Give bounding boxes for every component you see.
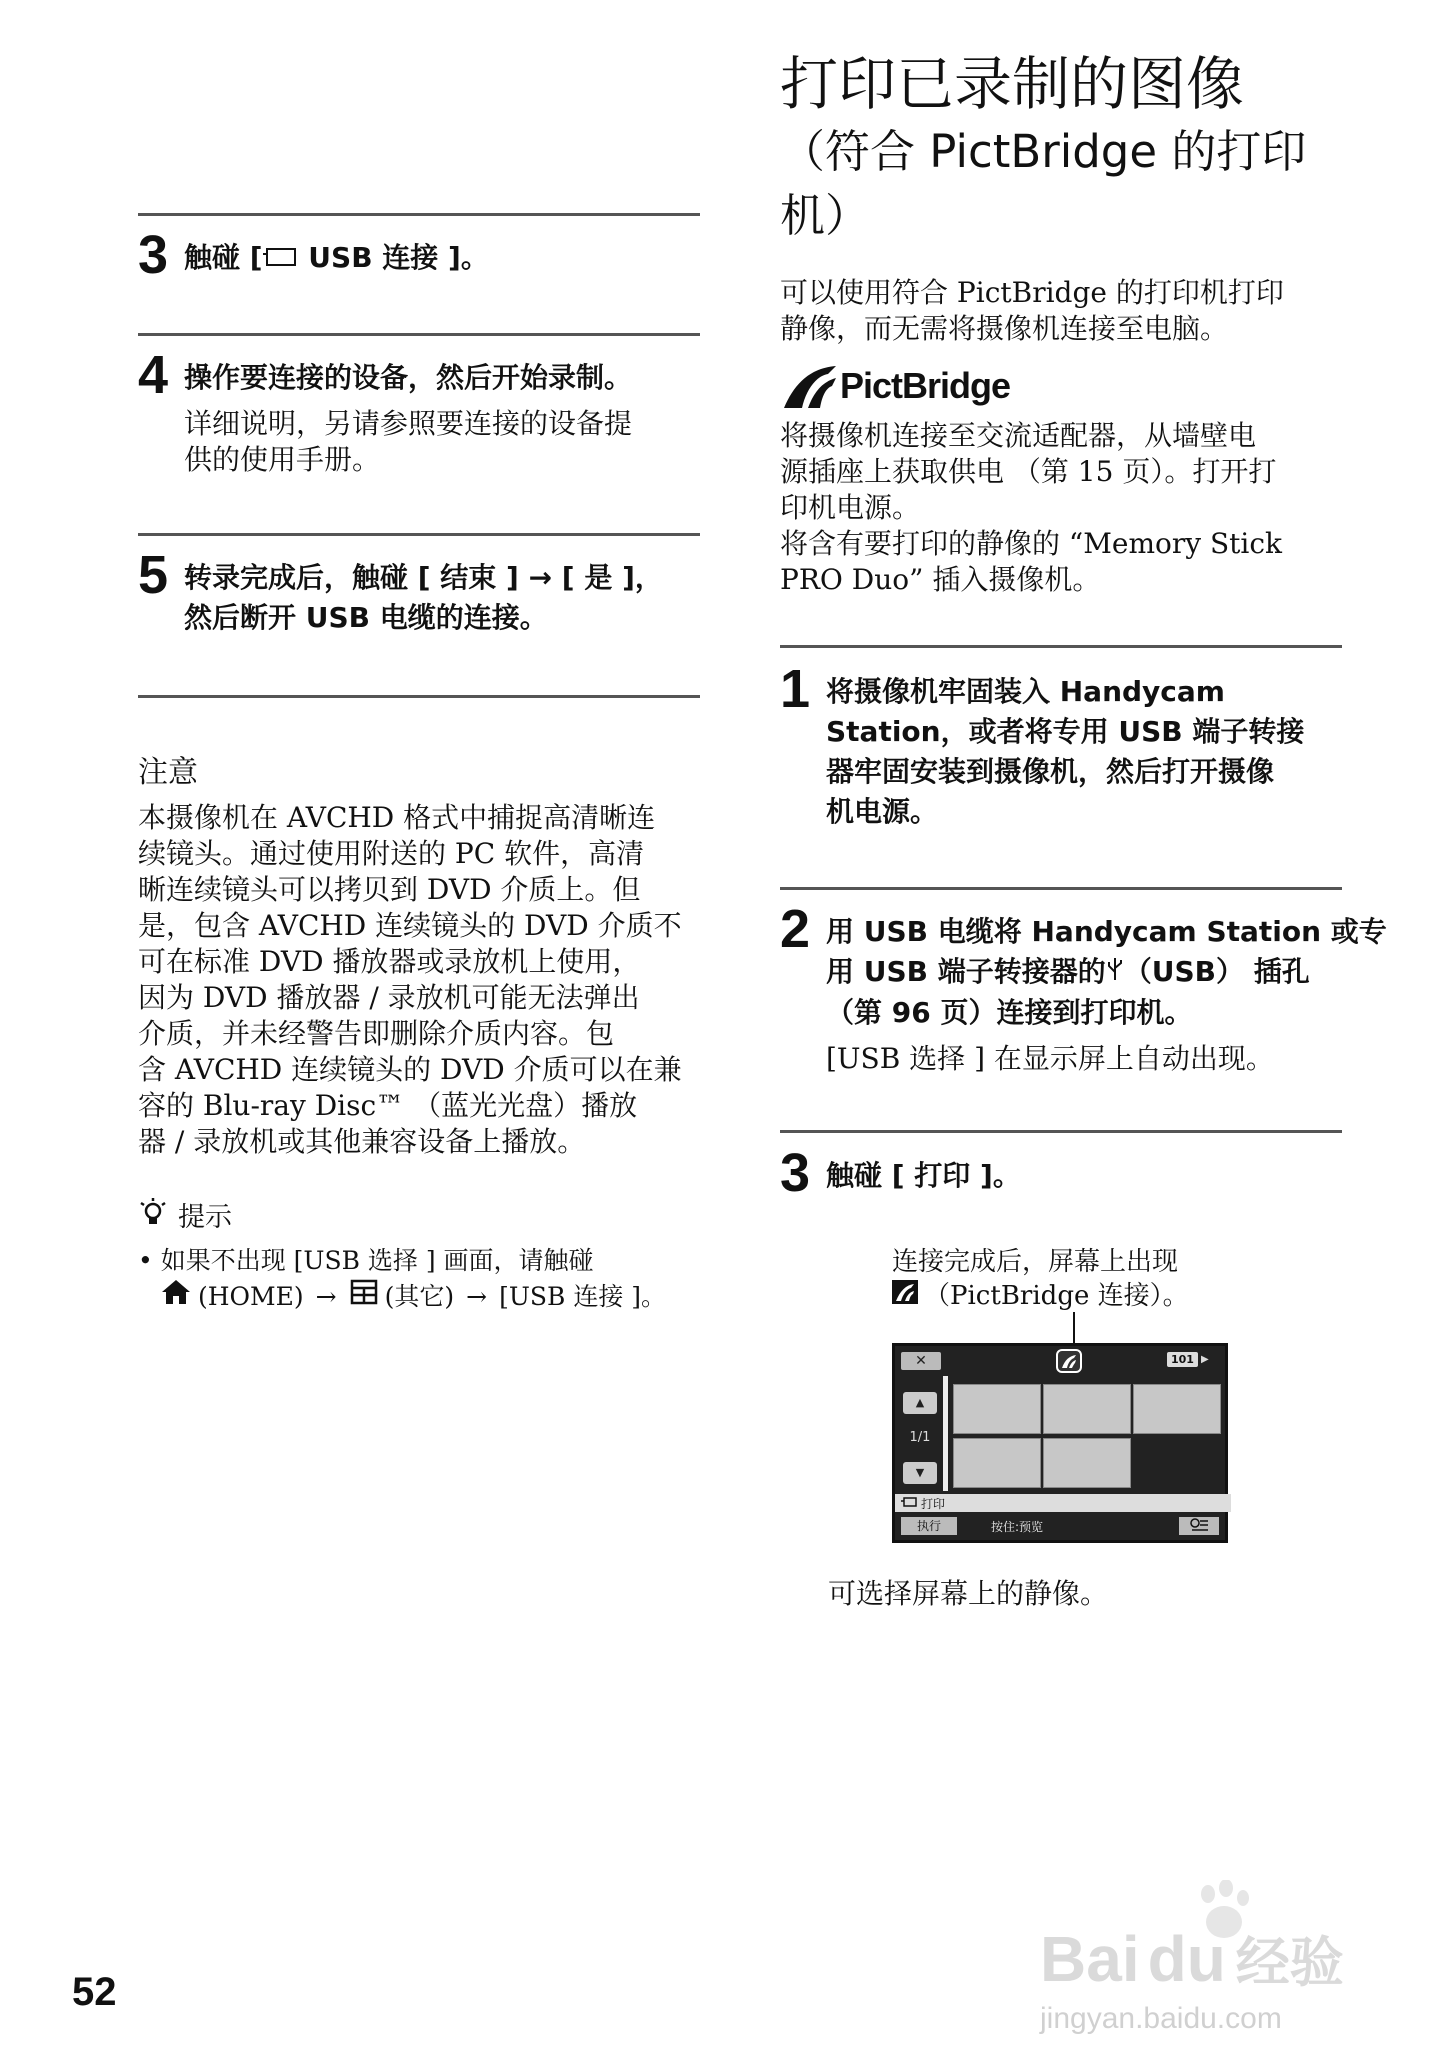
- option-icon: [1188, 1517, 1210, 1533]
- watermark-text: Bai: [1040, 1923, 1140, 1995]
- step-number: 3: [138, 225, 169, 285]
- tips-heading: 提示: [178, 1202, 232, 1233]
- divider: [138, 213, 700, 216]
- arrow: →: [466, 1281, 488, 1311]
- watermark-url: jingyan.baidu.com: [1040, 2002, 1282, 2035]
- scrollbar[interactable]: [943, 1376, 948, 1491]
- step-text-2: USB 连接 ]。: [298, 241, 489, 274]
- notes-line: 晰连续镜头可以拷贝到 DVD 介质上。但: [138, 873, 641, 906]
- intro-line: 可以使用符合 PictBridge 的打印机打印: [780, 276, 1284, 309]
- divider: [138, 695, 700, 698]
- pictbridge-logo: [780, 362, 1010, 410]
- notes-line: 器 / 录放机或其他兼容设备上播放。: [138, 1125, 586, 1158]
- divider: [780, 1130, 1342, 1133]
- step-subtext: 详细说明，另请参照要连接的设备提: [184, 407, 633, 440]
- home-icon: [160, 1278, 192, 1315]
- watermark-text: du: [1147, 1923, 1226, 1995]
- notes-line: 是，包含 AVCHD 连续镜头的 DVD 介质不: [138, 909, 682, 942]
- print-label: 打印: [921, 1496, 946, 1511]
- paragraph-line: 将摄像机连接至交流适配器，从墙壁电: [780, 419, 1257, 452]
- step-text: 将摄像机牢固装入 Handycam: [826, 675, 1225, 708]
- right-step-1: [780, 659, 1380, 832]
- intro-text: [780, 275, 1380, 347]
- tips-other: (其它): [384, 1281, 455, 1311]
- thumbnail[interactable]: [953, 1384, 1041, 1434]
- scroll-down-button[interactable]: ▼: [903, 1462, 937, 1484]
- step-number: 1: [780, 659, 811, 719]
- step-text: 用 USB 端子转接器的: [826, 955, 1106, 988]
- notes-line: 本摄像机在 AVCHD 格式中捕捉高清晰连: [138, 801, 656, 834]
- step-text: 用 USB 电缆将 Handycam Station 或专: [826, 915, 1387, 948]
- scroll-up-button[interactable]: ▲: [903, 1392, 937, 1414]
- step-text: （USB） 插孔: [1123, 955, 1310, 988]
- callout: [892, 1245, 1189, 1313]
- pictbridge-mark-icon: [780, 362, 840, 410]
- step-text: 机电源。: [826, 795, 939, 828]
- notes-line: 因为 DVD 播放器 / 录放机可能无法弹出: [138, 981, 640, 1014]
- divider: [780, 887, 1342, 890]
- close-button[interactable]: ✕: [901, 1352, 941, 1370]
- notes-body: [138, 800, 738, 1160]
- step-subtext: [USB 选择 ] 在显示屏上自动出现。: [826, 1042, 1274, 1075]
- divider: [138, 333, 700, 336]
- step-number: 3: [780, 1143, 811, 1203]
- left-step-5: [138, 545, 738, 638]
- step-number: 5: [138, 545, 169, 605]
- other-menu-icon: [349, 1278, 379, 1315]
- hint-text: 按住:预览: [991, 1520, 1044, 1534]
- left-step-3: [138, 225, 738, 285]
- screen-caption: 可选择屏幕上的静像。: [828, 1577, 1109, 1610]
- tips-usb-conn: [USB 连接 ]。: [499, 1281, 667, 1311]
- options-button[interactable]: [1179, 1517, 1219, 1535]
- notes-line: 可在标准 DVD 播放器或录放机上使用，: [138, 945, 641, 978]
- logo-paragraph: [780, 418, 1400, 598]
- title-line: （符合 PictBridge 的打印: [780, 125, 1307, 178]
- notes-line: 含 AVCHD 连续镜头的 DVD 介质可以在兼: [138, 1053, 682, 1086]
- step-text: 触碰 [ 打印 ]。: [826, 1159, 1021, 1192]
- print-rect-icon: [263, 239, 299, 279]
- notes-heading: 注意: [138, 755, 198, 790]
- step-text: （第 96 页）连接到打印机。: [826, 996, 1193, 1029]
- step-text: 转录完成后，触碰 [ 结束 ] → [ 是 ]，: [184, 561, 663, 594]
- right-step-2: [780, 899, 1400, 1077]
- divider: [138, 533, 700, 536]
- lcd-screen: [892, 1343, 1228, 1543]
- step-text: 触碰 [: [184, 241, 263, 274]
- paragraph-line: 印机电源。: [780, 491, 921, 524]
- paragraph-line: PRO Duo” 插入摄像机。: [780, 563, 1101, 596]
- folder-icon: 101: [1167, 1352, 1198, 1367]
- intro-line: 静像，而无需将摄像机连接至电脑。: [780, 312, 1229, 345]
- notes-line: 续镜头。通过使用附送的 PC 软件，高清: [138, 837, 645, 870]
- paragraph-line: 将含有要打印的静像的 “Memory Stick: [780, 527, 1283, 560]
- pictbridge-connected-icon: [892, 1279, 918, 1313]
- watermark-text: 经验: [1235, 1933, 1344, 1993]
- thumbnail[interactable]: [1043, 1438, 1131, 1488]
- page-number: 52: [72, 1970, 117, 2014]
- paragraph-line: 源插座上获取供电 （第 15 页）。打开打: [780, 455, 1277, 488]
- page-indicator: 1/1: [909, 1430, 931, 1445]
- right-step-3: [780, 1143, 1380, 1203]
- execute-button[interactable]: 执行: [901, 1517, 957, 1535]
- lightbulb-icon: [138, 1197, 168, 1233]
- notes-line: 介质，并未经警告即删除介质内容。包: [138, 1017, 615, 1050]
- step-number: 2: [780, 899, 811, 959]
- divider: [780, 645, 1342, 648]
- title-line: 打印已录制的图像: [780, 50, 1245, 118]
- callout-line: （PictBridge 连接）。: [924, 1281, 1189, 1311]
- tips-line: • 如果不出现 [USB 选择 ] 画面，请触碰: [138, 1246, 594, 1275]
- play-arrow-icon: ▶: [1200, 1354, 1209, 1365]
- step-text: 器牢固安装到摄像机，然后打开摄像: [826, 755, 1275, 788]
- tips-home: (HOME): [198, 1281, 304, 1311]
- title-line: 机）: [780, 189, 871, 242]
- pictbridge-status-icon: [1056, 1349, 1082, 1373]
- step-number: 4: [138, 345, 169, 405]
- step-text: 然后断开 USB 电缆的连接。: [184, 601, 548, 634]
- step-subtext: 供的使用手册。: [184, 443, 381, 476]
- tips-section: [138, 1195, 758, 1315]
- step-text: Station，或者将专用 USB 端子转接: [826, 715, 1305, 748]
- watermark: [1040, 1880, 1420, 2040]
- thumbnail[interactable]: [1133, 1384, 1221, 1434]
- arrow: →: [315, 1281, 337, 1311]
- callout-line: 连接完成后，屏幕上出现: [892, 1247, 1179, 1277]
- step-text: 操作要连接的设备，然后开始录制。: [184, 361, 633, 394]
- thumbnail[interactable]: [953, 1438, 1041, 1488]
- left-step-4: [138, 345, 738, 478]
- pictbridge-wordmark: PictBridge: [840, 365, 1011, 406]
- page-title: [780, 48, 1420, 248]
- thumbnail[interactable]: [1043, 1384, 1131, 1434]
- usb-icon: [1106, 953, 1124, 993]
- print-rect-icon: [901, 1496, 917, 1510]
- notes-line: 容的 Blu-ray Disc™ （蓝光光盘）播放: [138, 1089, 638, 1122]
